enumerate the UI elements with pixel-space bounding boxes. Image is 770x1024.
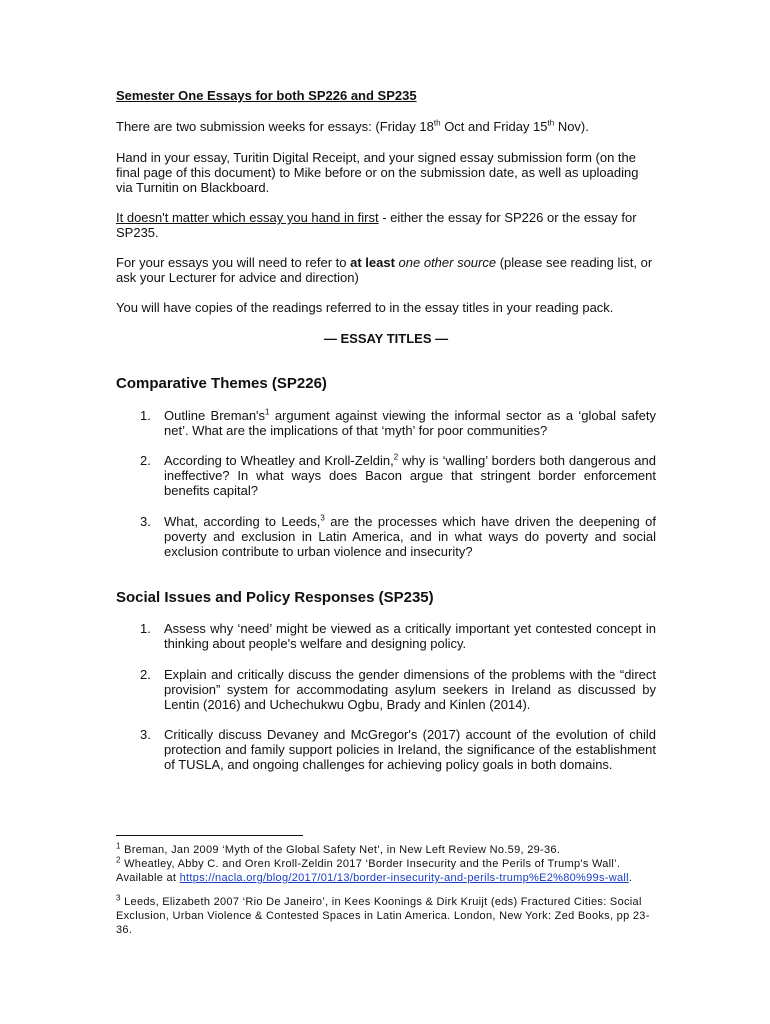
section-title-sp235: Social Issues and Policy Responses (SP235) (116, 589, 434, 606)
item-text (164, 408, 656, 438)
footnote-ref: 2 (393, 452, 399, 462)
p1-before: There are two submission weeks for essays: (Friday 18 (116, 119, 434, 134)
sp235-essay-list-3 (140, 727, 656, 772)
footnote-text: Leeds, Elizabeth 2007 ‘Rio De Janeiro’, in Kees Koonings & Dirk Kruijt (eds) Fractured Cities: Social Exclusion, Urban Violence & Contested Spaces in Latin America. London, New York: Zed Books, pp 23-36. (116, 896, 650, 936)
footnote-number: 2 (116, 855, 121, 865)
p3-rest: - either the essay for SP226 or the essay for SP235. (116, 210, 637, 240)
readings-paragraph: You will have copies of the readings referred to in the essay titles in your reading pack. (116, 300, 614, 315)
item-text-a: According to Wheatley and Kroll-Zeldin, (164, 453, 394, 468)
sp235-essay-list-2 (140, 667, 656, 712)
which-essay-paragraph (116, 210, 656, 240)
footnote-number: 1 (116, 841, 121, 851)
item-text-a: What, according to Leeds, (164, 514, 321, 529)
sp226-essay-list-3 (140, 514, 656, 559)
p4-before: For your essays you will need to refer to (116, 255, 351, 270)
item-text: Critically discuss Devaney and McGregor's (2017) account of the evolution of child protection and family support policies in Ireland, the significance of the establishment of TUSLA, and ongoing challenges for achieving policy goals in both domains. (164, 727, 656, 772)
sources-paragraph (116, 255, 656, 285)
p1-sup2: th (547, 118, 555, 128)
item-text: Explain and critically discuss the gender dimensions of the problems with the “direct provision” system for accommodating asylum seekers in Ireland as discussed by Lentin (2016) and Uchechukwu Ogbu, Brady and Kinlen (2014). (164, 667, 656, 712)
p1-mid: Oct and Friday 15 (440, 119, 548, 134)
footnote-link[interactable]: https://nacla.org/blog/2017/01/13/border-insecurity-and-perils-trump%E2%80%99s-wall (179, 872, 629, 884)
sp226-essay-list (140, 408, 656, 438)
p1-sup1: th (433, 118, 441, 128)
footnote-separator (116, 835, 303, 836)
item-number: 1. (140, 621, 151, 636)
hand-in-paragraph: Hand in your essay, Turitin Digital Receipt, and your signed essay submission form (on the final page of this document) to Mike before or on the submission date, as well as uploading via Turnitin on Blackboard. (116, 150, 639, 195)
list-item (140, 667, 656, 712)
footnote-text: Breman, Jan 2009 ‘Myth of the Global Safety Net’, in New Left Review No.59, 29-36. (120, 844, 561, 856)
item-number: 3. (140, 514, 151, 529)
item-text-b: why is ‘walling’ borders both dangerous and ineffective? In what ways does Bacon argue that stringent border enforcement benefits capital? (164, 453, 656, 498)
p1-after: Nov). (554, 119, 589, 134)
item-number: 2. (140, 453, 151, 468)
footnote-1 (116, 843, 656, 857)
item-number: 1. (140, 408, 151, 423)
p4-italic: one other source (394, 255, 497, 270)
item-text-b: are the processes which have driven the deepening of poverty and exclusion in Latin America, and in what ways do poverty and social exclusion contribute to urban violence and insecurity? (164, 514, 657, 559)
footnote-ref: 1 (265, 407, 270, 417)
sp235-essay-list (140, 621, 656, 651)
section-title-sp226: Comparative Themes (SP226) (116, 375, 327, 392)
footnote-end: . (628, 872, 633, 884)
sp226-essay-list-2 (140, 453, 656, 498)
footnote-3 (116, 895, 656, 937)
p3-underlined: It doesn't matter which essay you hand in first (116, 210, 379, 225)
footnote-number: 3 (116, 893, 121, 903)
list-item (140, 408, 656, 438)
item-number: 3. (140, 727, 151, 742)
list-item (140, 453, 656, 498)
footnote-2 (116, 857, 656, 885)
list-item (140, 621, 656, 651)
document-heading: Semester One Essays for both SP226 and SP235 (116, 88, 417, 103)
list-item (140, 727, 656, 772)
item-text-a: Outline Breman's (164, 408, 266, 423)
item-text: Assess why ‘need’ might be viewed as a critically important yet contested concept in thinking about people's welfare and designing policy. (164, 621, 656, 651)
footnote-text: Wheatley, Abby C. and Oren Kroll-Zeldin 2017 ‘Border Insecurity and the Perils of Trump's Wall’. Available at (116, 858, 621, 884)
p4-after: (please see reading list, or ask your Lecturer for advice and direction) (116, 255, 653, 285)
item-text-b: argument against viewing the informal sector as a ‘global safety net’. What are the implications of that ‘myth’ for poor communities? (164, 408, 656, 438)
item-number: 2. (140, 667, 151, 682)
list-item (140, 514, 656, 559)
p4-bold: at least (350, 255, 395, 270)
item-text (164, 514, 656, 559)
submission-weeks-paragraph (116, 119, 656, 134)
footnote-ref: 3 (320, 513, 325, 523)
essay-titles-divider: — ESSAY TITLES — (323, 331, 449, 346)
item-text (164, 453, 656, 498)
